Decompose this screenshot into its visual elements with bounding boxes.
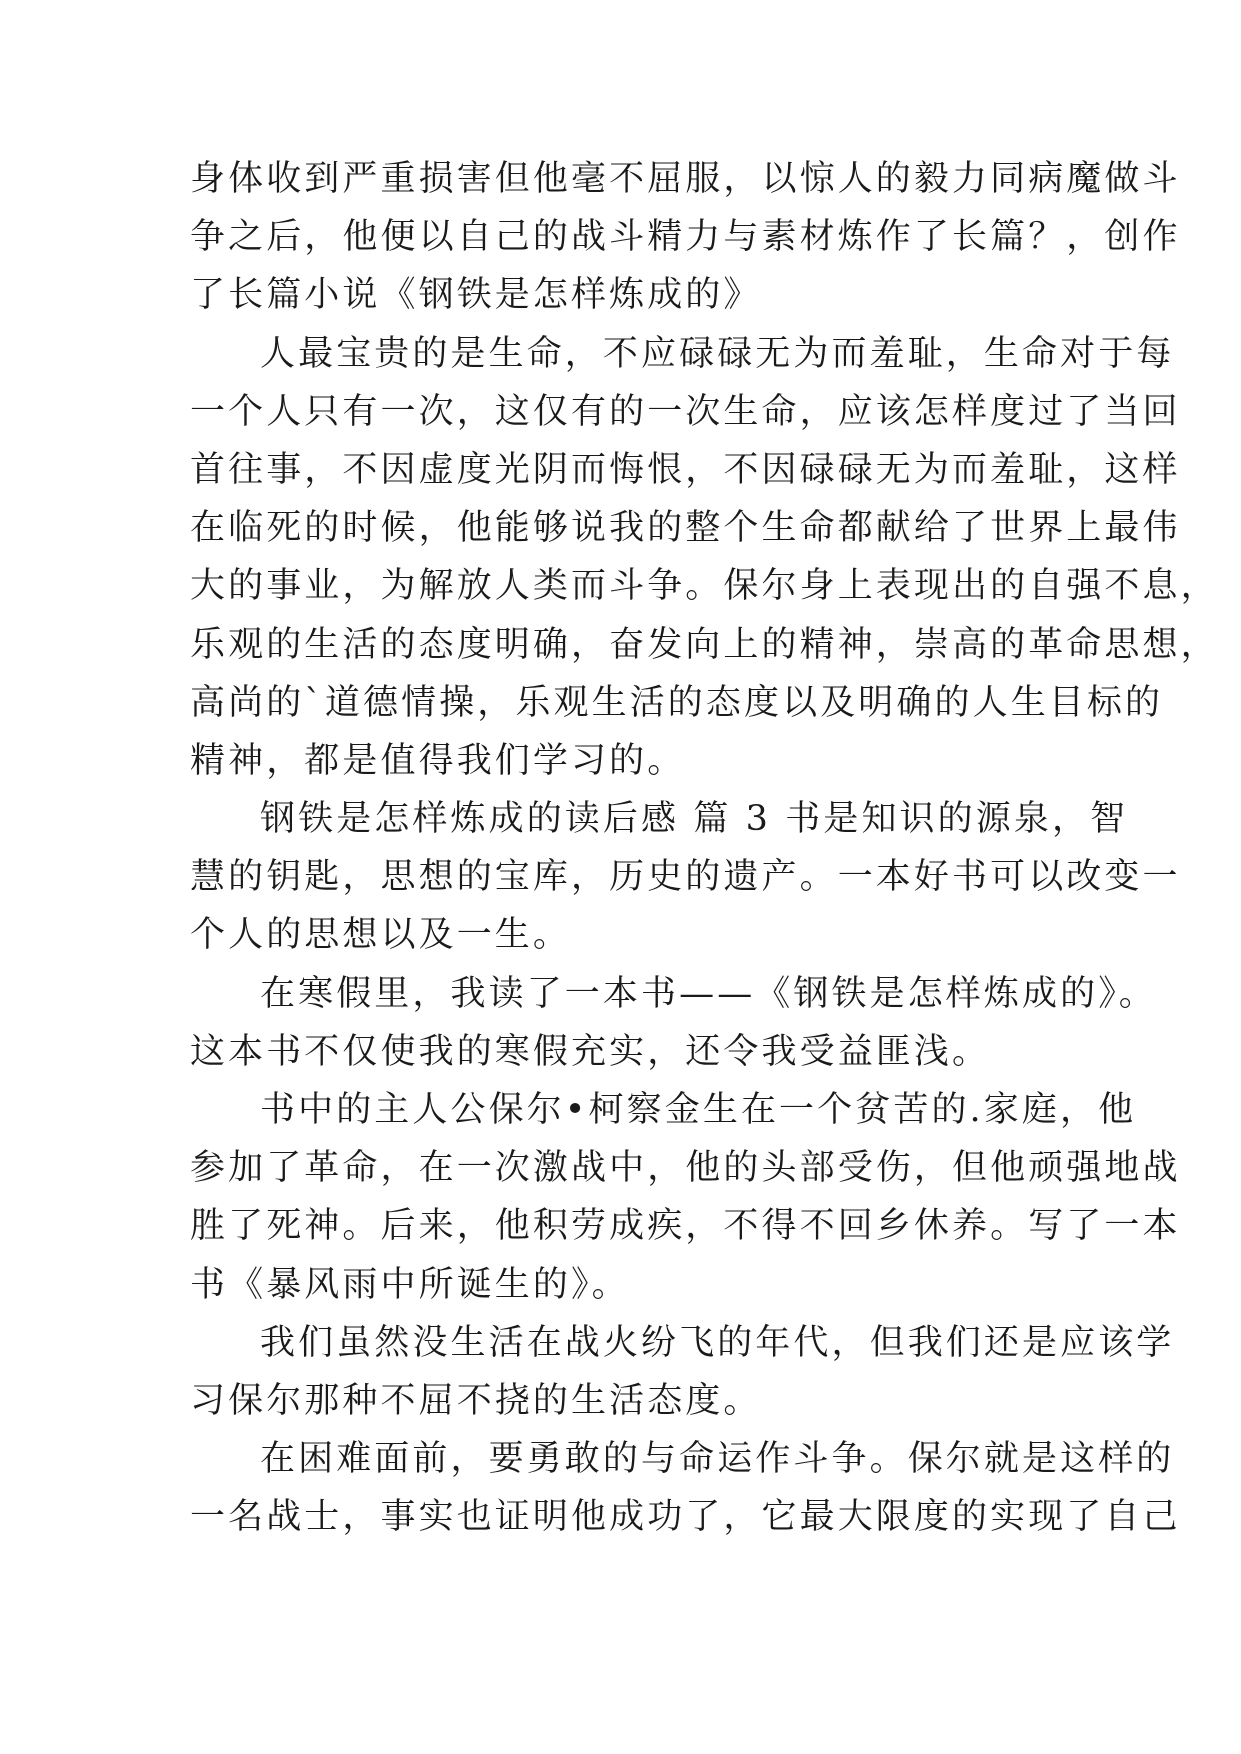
text-line: 个人的思想以及一生。 [190,915,572,956]
body-text [190,150,1219,1547]
text-line: 书中的主人公保尔•柯察金生在一个贫苦的.家庭，他 [260,1090,1137,1130]
text-line: 一名战士，事实也证明他成功了，它最大限度的实现了自己 [190,1497,1181,1538]
text-line: 我们虽然没生活在战火纷飞的年代，但我们还是应该学 [260,1322,1175,1363]
text-line: 在寒假里，我读了一本书——《钢铁是怎样炼成的》。 [260,973,1157,1014]
text-line: 人最宝贵的是生命，不应碌碌无为而羞耻，生命对于每 [260,333,1175,374]
text-line: 慧的钥匙，思想的宝库，历史的遗产。一本好书可以改变一 [190,857,1181,898]
text-line: 这本书不仅使我的寒假充实，还令我受益匪浅。 [190,1031,991,1072]
text-line: 一个人只有一次，这仅有的一次生命，应该怎样度过了当回 [190,391,1181,432]
text-line: 胜了死神。后来，他积劳成疾，不得不回乡休养。写了一本 [190,1206,1181,1247]
text-line: 乐观的生活的态度明确，奋发向上的精神，崇高的革命思想， [190,624,1219,665]
text-line: 首往事，不因虚度光阴而悔恨，不因碌碌无为而羞耻，这样 [190,449,1181,490]
text-line: 大的事业，为解放人类而斗争。保尔身上表现出的自强不息， [190,566,1219,607]
text-line: 书《暴风雨中所诞生的》。 [190,1264,630,1305]
text-line: 习保尔那种不屈不挠的生活态度。 [190,1380,762,1421]
text-line: 在困难面前，要勇敢的与命运作斗争。保尔就是这样的 [260,1439,1175,1480]
text-line: 高尚的`道德情操，乐观生活的态度以及明确的人生目标的 [190,682,1164,723]
text-line: 在临死的时候，他能够说我的整个生命都献给了世界上最伟 [190,508,1181,549]
text-line: 参加了革命，在一次激战中，他的头部受伤，但他顽强地战 [190,1148,1181,1189]
text-line: 争之后，他便以自己的战斗精力与素材炼作了长篇？，创作 [190,217,1181,258]
text-line: 了长篇小说《钢铁是怎样炼成的》 [190,275,762,316]
text-line: 精神，都是值得我们学习的。 [190,740,686,781]
text-line: 身体收到严重损害但他毫不屈服，以惊人的毅力同病魔做斗 [190,159,1181,199]
text-line: 钢铁是怎样炼成的读后感 篇 3 书是知识的源泉，智 [260,799,1129,840]
